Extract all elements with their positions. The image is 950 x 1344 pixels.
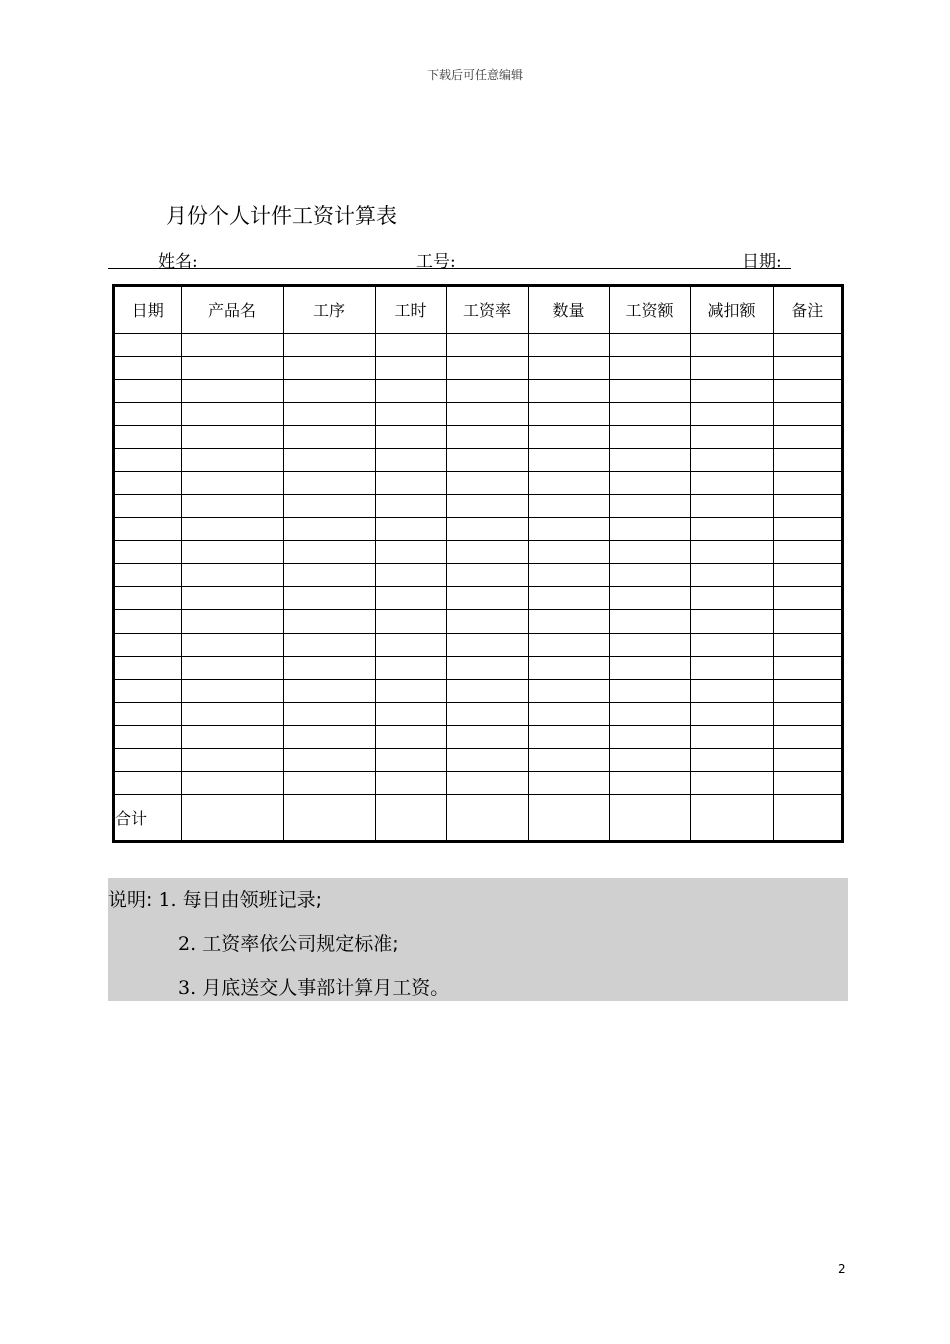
table-cell[interactable]: [609, 587, 690, 610]
table-cell[interactable]: [375, 795, 446, 840]
table-cell[interactable]: [115, 379, 181, 402]
table-cell[interactable]: [283, 333, 375, 356]
table-cell[interactable]: [773, 495, 841, 518]
table-cell[interactable]: [773, 748, 841, 771]
table-row: [115, 564, 841, 587]
table-cell[interactable]: [283, 771, 375, 794]
table-row: [115, 518, 841, 541]
table-cell[interactable]: [115, 564, 181, 587]
table-cell[interactable]: [283, 656, 375, 679]
table-cell[interactable]: [283, 541, 375, 564]
note-item-1: [108, 885, 322, 912]
table-cell[interactable]: [773, 633, 841, 656]
table-cell[interactable]: [283, 471, 375, 494]
note-number: 2.: [178, 933, 197, 955]
table-cell[interactable]: [283, 564, 375, 587]
table-cell[interactable]: [773, 402, 841, 425]
table-cell[interactable]: [690, 471, 773, 494]
table-cell[interactable]: [283, 379, 375, 402]
table-cell[interactable]: [446, 587, 528, 610]
table-cell[interactable]: [115, 725, 181, 748]
table-cell[interactable]: [690, 402, 773, 425]
table-cell[interactable]: [528, 402, 609, 425]
table-cell[interactable]: [773, 702, 841, 725]
table-cell[interactable]: [690, 702, 773, 725]
note-number: 1.: [158, 889, 177, 911]
table-cell[interactable]: [115, 541, 181, 564]
table-cell[interactable]: [609, 541, 690, 564]
table-cell[interactable]: [446, 379, 528, 402]
table-row: [115, 702, 841, 725]
table-cell[interactable]: [609, 495, 690, 518]
table-cell[interactable]: [181, 379, 283, 402]
table-cell[interactable]: [375, 748, 446, 771]
table-cell[interactable]: [528, 795, 609, 840]
note-number: 3.: [178, 977, 197, 999]
table-cell[interactable]: [375, 333, 446, 356]
table-cell[interactable]: [181, 425, 283, 448]
wage-table: [115, 287, 841, 840]
col-header-product: 产品名: [181, 287, 283, 333]
table-cell[interactable]: [375, 587, 446, 610]
table-cell[interactable]: [283, 795, 375, 840]
table-cell[interactable]: [773, 771, 841, 794]
table-cell[interactable]: [115, 448, 181, 471]
table-cell[interactable]: [181, 471, 283, 494]
table-cell[interactable]: [446, 702, 528, 725]
table-cell[interactable]: [181, 541, 283, 564]
table-cell[interactable]: [375, 471, 446, 494]
table-cell[interactable]: [446, 356, 528, 379]
table-cell[interactable]: [115, 748, 181, 771]
table-cell[interactable]: [446, 471, 528, 494]
table-cell[interactable]: [528, 679, 609, 702]
table-cell[interactable]: [609, 771, 690, 794]
table-cell[interactable]: [181, 633, 283, 656]
table-cell[interactable]: [528, 725, 609, 748]
page-number: 2: [838, 1262, 846, 1276]
table-cell[interactable]: [181, 795, 283, 840]
table-cell[interactable]: [375, 610, 446, 633]
table-cell[interactable]: [115, 610, 181, 633]
table-cell[interactable]: [446, 402, 528, 425]
table-cell[interactable]: [115, 356, 181, 379]
table-cell[interactable]: [528, 587, 609, 610]
table-cell[interactable]: [690, 333, 773, 356]
date-label: 日期:: [742, 252, 782, 272]
table-cell[interactable]: [181, 564, 283, 587]
table-cell[interactable]: [181, 333, 283, 356]
note-text: 工资率依公司规定标准;: [202, 933, 399, 955]
table-cell[interactable]: [528, 564, 609, 587]
table-cell[interactable]: [528, 448, 609, 471]
table-row: [115, 541, 841, 564]
table-row: [115, 633, 841, 656]
table-row: [115, 495, 841, 518]
table-cell[interactable]: [115, 656, 181, 679]
note-text: 每日由领班记录;: [182, 889, 323, 911]
table-cell[interactable]: [283, 495, 375, 518]
total-label: 合计: [115, 795, 181, 840]
table-cell[interactable]: [375, 402, 446, 425]
table-cell[interactable]: [773, 425, 841, 448]
table-cell[interactable]: [115, 495, 181, 518]
table-cell[interactable]: [528, 518, 609, 541]
table-cell[interactable]: [773, 541, 841, 564]
table-cell[interactable]: [773, 679, 841, 702]
table-cell[interactable]: [181, 702, 283, 725]
table-cell[interactable]: [609, 795, 690, 840]
table-cell[interactable]: [609, 333, 690, 356]
table-cell[interactable]: [528, 541, 609, 564]
table-cell[interactable]: [446, 633, 528, 656]
table-header-row: [115, 287, 841, 333]
table-cell[interactable]: [528, 610, 609, 633]
table-cell[interactable]: [375, 495, 446, 518]
table-cell[interactable]: [446, 541, 528, 564]
table-cell[interactable]: [375, 518, 446, 541]
table-cell[interactable]: [375, 425, 446, 448]
table-cell[interactable]: [283, 610, 375, 633]
table-body: [115, 333, 841, 840]
table-cell[interactable]: [115, 587, 181, 610]
table-cell[interactable]: [115, 425, 181, 448]
table-cell[interactable]: [181, 448, 283, 471]
table-cell[interactable]: [446, 656, 528, 679]
table-cell[interactable]: [773, 656, 841, 679]
table-cell[interactable]: [528, 656, 609, 679]
table-cell[interactable]: [773, 610, 841, 633]
table-cell[interactable]: [528, 333, 609, 356]
note-item-2: [178, 929, 399, 956]
table-cell[interactable]: [609, 679, 690, 702]
table-cell[interactable]: [446, 771, 528, 794]
table-cell[interactable]: [690, 379, 773, 402]
table-row: [115, 333, 841, 356]
table-cell[interactable]: [446, 610, 528, 633]
table-cell[interactable]: [283, 702, 375, 725]
table-cell[interactable]: [283, 633, 375, 656]
table-cell[interactable]: [773, 356, 841, 379]
table-cell[interactable]: [115, 633, 181, 656]
col-header-quantity: 数量: [528, 287, 609, 333]
table-cell[interactable]: [375, 541, 446, 564]
table-cell[interactable]: [528, 633, 609, 656]
table-cell[interactable]: [375, 725, 446, 748]
notes-prefix: 说明:: [108, 889, 153, 911]
table-cell[interactable]: [446, 564, 528, 587]
table-cell[interactable]: [690, 748, 773, 771]
table-cell[interactable]: [773, 448, 841, 471]
table-cell[interactable]: [375, 356, 446, 379]
table-cell[interactable]: [283, 679, 375, 702]
table-cell[interactable]: [446, 425, 528, 448]
table-cell[interactable]: [609, 656, 690, 679]
table-cell[interactable]: [528, 471, 609, 494]
table-cell[interactable]: [690, 610, 773, 633]
table-cell[interactable]: [690, 518, 773, 541]
table-cell[interactable]: [181, 725, 283, 748]
employee-id-label: 工号:: [416, 252, 456, 272]
table-cell[interactable]: [773, 725, 841, 748]
table-cell[interactable]: [609, 379, 690, 402]
table-row: [115, 771, 841, 794]
table-row: [115, 402, 841, 425]
table-cell[interactable]: [446, 795, 528, 840]
table-cell[interactable]: [115, 402, 181, 425]
table-cell[interactable]: [528, 425, 609, 448]
table-row: [115, 748, 841, 771]
table-cell[interactable]: [609, 610, 690, 633]
table-cell[interactable]: [181, 679, 283, 702]
table-cell[interactable]: [115, 679, 181, 702]
table-cell[interactable]: [115, 333, 181, 356]
name-label: 姓名:: [158, 252, 198, 272]
table-cell[interactable]: [609, 518, 690, 541]
table-cell[interactable]: [528, 379, 609, 402]
header-note: 下载后可任意编辑: [426, 68, 523, 82]
table-cell[interactable]: [446, 725, 528, 748]
table-cell[interactable]: [283, 518, 375, 541]
page-title: 月份个人计件工资计算表: [166, 204, 397, 228]
table-cell[interactable]: [690, 356, 773, 379]
table-cell[interactable]: [181, 748, 283, 771]
table-cell[interactable]: [446, 518, 528, 541]
table-cell[interactable]: [690, 448, 773, 471]
col-header-hours: 工时: [375, 287, 446, 333]
table-cell[interactable]: [283, 587, 375, 610]
table-cell[interactable]: [690, 725, 773, 748]
table-cell[interactable]: [283, 725, 375, 748]
col-header-process: 工序: [283, 287, 375, 333]
table-cell[interactable]: [446, 448, 528, 471]
table-cell[interactable]: [375, 702, 446, 725]
table-cell[interactable]: [690, 633, 773, 656]
col-header-wage-amount: 工资额: [609, 287, 690, 333]
table-cell[interactable]: [115, 518, 181, 541]
table-cell[interactable]: [609, 471, 690, 494]
table-cell[interactable]: [528, 771, 609, 794]
table-row: [115, 656, 841, 679]
table-cell[interactable]: [181, 495, 283, 518]
table-row: [115, 425, 841, 448]
table-cell[interactable]: [115, 771, 181, 794]
col-header-deduction: 减扣额: [690, 287, 773, 333]
table-cell[interactable]: [690, 795, 773, 840]
table-cell[interactable]: [528, 702, 609, 725]
table-cell[interactable]: [375, 771, 446, 794]
table-row: [115, 471, 841, 494]
table-cell[interactable]: [375, 633, 446, 656]
table-cell[interactable]: [690, 656, 773, 679]
table-cell[interactable]: [446, 333, 528, 356]
note-text: 月底送交人事部计算月工资。: [202, 977, 450, 999]
table-cell[interactable]: [181, 771, 283, 794]
wage-table-frame: [112, 284, 844, 843]
table-row: [115, 356, 841, 379]
table-row: [115, 679, 841, 702]
table-cell[interactable]: [283, 356, 375, 379]
table-cell[interactable]: [283, 448, 375, 471]
table-cell[interactable]: [773, 795, 841, 840]
table-cell[interactable]: [115, 702, 181, 725]
table-cell[interactable]: [690, 587, 773, 610]
table-cell[interactable]: [690, 679, 773, 702]
table-cell[interactable]: [609, 725, 690, 748]
table-cell[interactable]: [773, 379, 841, 402]
table-cell[interactable]: [528, 748, 609, 771]
table-cell[interactable]: [375, 679, 446, 702]
table-cell[interactable]: [690, 564, 773, 587]
table-cell[interactable]: [375, 448, 446, 471]
table-cell[interactable]: [181, 518, 283, 541]
note-item-3: [178, 973, 449, 1000]
table-row: [115, 379, 841, 402]
table-cell[interactable]: [181, 402, 283, 425]
total-row: [115, 795, 841, 840]
table-cell[interactable]: [375, 656, 446, 679]
table-cell[interactable]: [283, 748, 375, 771]
table-cell[interactable]: [609, 356, 690, 379]
table-cell[interactable]: [375, 564, 446, 587]
table-cell[interactable]: [181, 587, 283, 610]
table-cell[interactable]: [690, 425, 773, 448]
col-header-date: 日期: [115, 287, 181, 333]
table-cell[interactable]: [283, 425, 375, 448]
col-header-wage-rate: 工资率: [446, 287, 528, 333]
table-cell[interactable]: [773, 471, 841, 494]
table-cell[interactable]: [773, 333, 841, 356]
table-cell[interactable]: [181, 610, 283, 633]
table-cell[interactable]: [181, 356, 283, 379]
table-cell[interactable]: [283, 402, 375, 425]
table-row: [115, 587, 841, 610]
table-cell[interactable]: [375, 379, 446, 402]
table-cell[interactable]: [181, 656, 283, 679]
table-cell[interactable]: [773, 518, 841, 541]
table-cell[interactable]: [609, 402, 690, 425]
table-cell[interactable]: [609, 564, 690, 587]
notes-box: [108, 878, 848, 1001]
col-header-remarks: 备注: [773, 287, 841, 333]
table-cell[interactable]: [690, 495, 773, 518]
table-cell[interactable]: [446, 748, 528, 771]
table-cell[interactable]: [446, 495, 528, 518]
table-cell[interactable]: [528, 495, 609, 518]
table-row: [115, 448, 841, 471]
table-cell[interactable]: [609, 633, 690, 656]
table-row: [115, 610, 841, 633]
table-cell[interactable]: [773, 587, 841, 610]
table-cell[interactable]: [609, 748, 690, 771]
table-cell[interactable]: [528, 356, 609, 379]
info-line: [108, 244, 791, 272]
table-cell[interactable]: [690, 541, 773, 564]
table-cell[interactable]: [609, 702, 690, 725]
table-cell[interactable]: [773, 564, 841, 587]
table-cell[interactable]: [609, 425, 690, 448]
table-cell[interactable]: [446, 679, 528, 702]
table-cell[interactable]: [115, 471, 181, 494]
table-cell[interactable]: [690, 771, 773, 794]
table-row: [115, 725, 841, 748]
table-cell[interactable]: [609, 448, 690, 471]
